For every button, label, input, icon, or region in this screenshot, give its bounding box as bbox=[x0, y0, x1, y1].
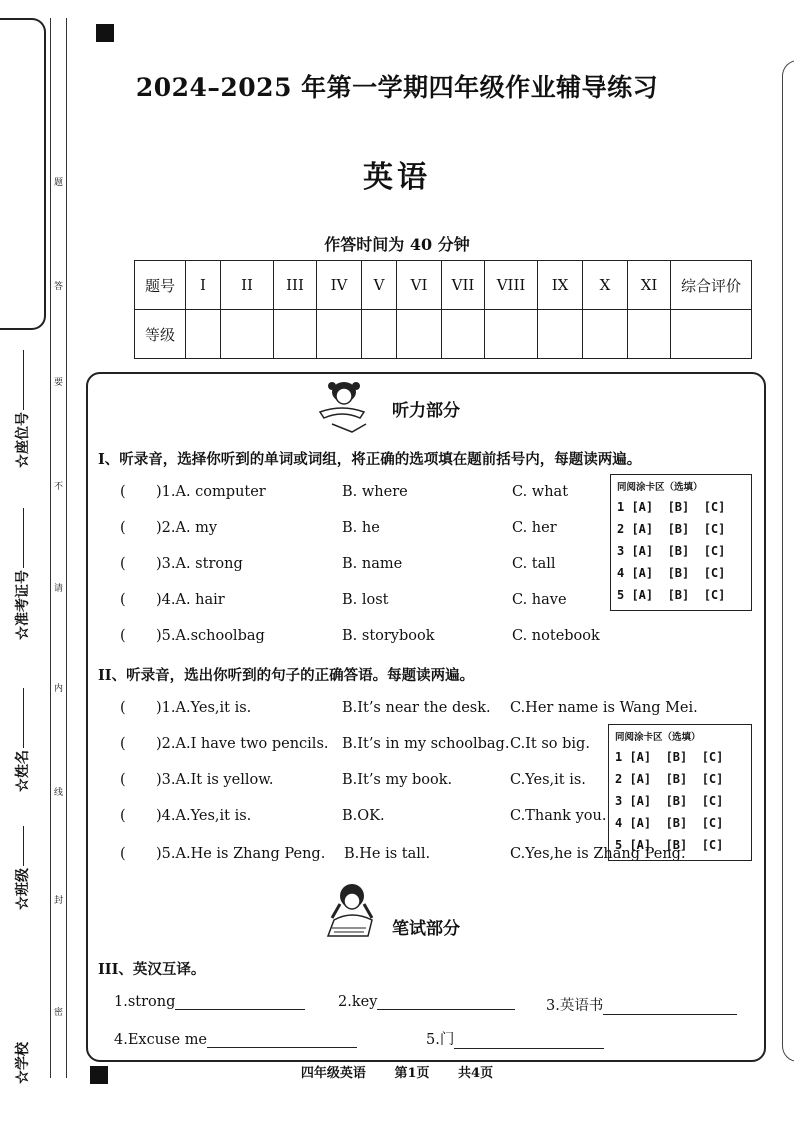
option-a: )2.A.I have two pencils. bbox=[156, 736, 329, 752]
answer-bracket[interactable]: ( bbox=[120, 592, 126, 608]
answer-card-title: 同阅涂卡区（选填） bbox=[617, 482, 703, 493]
footer-total: 共4页 bbox=[458, 1066, 494, 1081]
translation-prompt: 1.strong bbox=[114, 994, 176, 1010]
option-b: B.OK. bbox=[342, 808, 385, 824]
grade-column-header: VI bbox=[397, 261, 442, 310]
subject-title: 英语 bbox=[363, 160, 431, 195]
option-b: B. storybook bbox=[342, 628, 435, 644]
translation-prompt: 4.Excuse me bbox=[114, 1032, 208, 1048]
option-b: B. where bbox=[342, 484, 408, 500]
grade-cell[interactable] bbox=[397, 310, 442, 359]
section1-heading: I、听录音，选择你听到的单词或词组，将正确的选项填在题前括号内，每题读两遍。 bbox=[98, 451, 642, 468]
translation-item-5 bbox=[426, 1028, 604, 1049]
writing-title: 笔试部分 bbox=[392, 919, 460, 939]
option-a: )3.A.It is yellow. bbox=[156, 772, 274, 788]
seal-char: 答 bbox=[53, 282, 63, 292]
grade-cell[interactable] bbox=[538, 310, 583, 359]
answer-bracket[interactable]: ( bbox=[120, 772, 126, 788]
grade-table bbox=[134, 260, 752, 359]
answer-bracket[interactable]: ( bbox=[120, 808, 126, 824]
option-b: B.It’s near the desk. bbox=[342, 700, 491, 716]
option-a: )5.A.schoolbag bbox=[156, 628, 265, 644]
option-a: )1.A. computer bbox=[156, 484, 266, 500]
grade-column-header: X bbox=[583, 261, 628, 310]
answer-bracket[interactable]: ( bbox=[120, 628, 126, 644]
listening-title: 听力部分 bbox=[392, 401, 460, 421]
summary-evaluation-label: 综合评价 bbox=[671, 261, 752, 310]
option-a: )1.A.Yes,it is. bbox=[156, 700, 252, 716]
grade-cell[interactable] bbox=[317, 310, 362, 359]
option-a: )3.A. strong bbox=[156, 556, 243, 572]
answer-card-row[interactable]: 3 [A] [B] [C] bbox=[617, 544, 726, 558]
translation-item-4 bbox=[114, 1032, 357, 1048]
option-a: )5.A.He is Zhang Peng. bbox=[156, 846, 326, 862]
grade-column-header: VIII bbox=[485, 261, 538, 310]
grade-cell[interactable] bbox=[221, 310, 274, 359]
answer-blank[interactable] bbox=[454, 1048, 604, 1049]
registration-mark bbox=[96, 24, 114, 42]
page-title: 2024–2025 年第一学期四年级作业辅导练习 bbox=[135, 73, 659, 102]
footer-subject: 四年级英语 bbox=[300, 1066, 366, 1081]
option-c: C. her bbox=[512, 520, 557, 536]
answer-blank[interactable] bbox=[175, 1009, 305, 1010]
answer-bracket[interactable]: ( bbox=[120, 736, 126, 752]
option-c: C. what bbox=[512, 484, 569, 500]
option-b: B. name bbox=[342, 556, 403, 572]
girl-reading-icon bbox=[314, 378, 370, 436]
seal-char: 线 bbox=[53, 788, 63, 798]
answer-card-row[interactable]: 3 [A] [B] [C] bbox=[615, 794, 724, 808]
answer-card-row[interactable]: 1 [A] [B] [C] bbox=[617, 500, 726, 514]
answer-card-row[interactable]: 5 [A] [B] [C] bbox=[617, 588, 726, 602]
section3-heading: III、英汉互译。 bbox=[98, 961, 206, 978]
option-c: C.It so big. bbox=[510, 736, 590, 752]
translation-prompt: 3.英语书 bbox=[546, 998, 604, 1014]
seat-number-label: ☆座位号 bbox=[15, 412, 31, 468]
grade-column-header: V bbox=[362, 261, 397, 310]
option-c: C. notebook bbox=[512, 628, 600, 644]
name-label: ☆姓名 bbox=[15, 750, 31, 792]
option-c: C.Her name is Wang Mei. bbox=[510, 700, 698, 716]
answer-bracket[interactable]: ( bbox=[120, 846, 126, 862]
page-footer bbox=[0, 1062, 794, 1081]
grade-column-header: III bbox=[274, 261, 317, 310]
grade-cell[interactable] bbox=[442, 310, 485, 359]
option-c: C. have bbox=[512, 592, 567, 608]
grade-column-header: IV bbox=[317, 261, 362, 310]
option-b: B. he bbox=[342, 520, 380, 536]
option-a: )4.A. hair bbox=[156, 592, 225, 608]
seal-char: 封 bbox=[53, 896, 63, 906]
grade-column-header: IX bbox=[538, 261, 583, 310]
exam-id-field bbox=[12, 508, 32, 640]
seal-char: 要 bbox=[53, 378, 63, 388]
seal-char: 内 bbox=[53, 684, 63, 694]
answer-card-row[interactable]: 5 [A] [B] [C] bbox=[615, 838, 724, 852]
option-b: B.It’s my book. bbox=[342, 772, 453, 788]
section2-heading: II、听录音，选出你听到的句子的正确答语。每题读两遍。 bbox=[98, 667, 475, 684]
option-b: B.He is tall. bbox=[344, 846, 431, 862]
translation-prompt: 2.key bbox=[338, 994, 378, 1010]
option-b: B.It’s in my schoolbag. bbox=[342, 736, 510, 752]
option-c: C.Yes,it is. bbox=[510, 772, 586, 788]
grade-row-label: 等级 bbox=[135, 310, 186, 359]
translation-item-3 bbox=[546, 994, 737, 1015]
summary-cell[interactable] bbox=[671, 310, 752, 359]
option-c: C.Yes,he is Zhang Peng. bbox=[510, 846, 686, 862]
footer-page: 第1页 bbox=[394, 1066, 430, 1081]
answer-bracket[interactable]: ( bbox=[120, 556, 126, 572]
school-label: ☆学校 bbox=[15, 1042, 31, 1084]
grade-column-header: I bbox=[186, 261, 221, 310]
answer-card-title: 同阅涂卡区（选填） bbox=[615, 732, 701, 743]
girl-writing-icon bbox=[318, 880, 382, 942]
name-field bbox=[12, 688, 32, 792]
grade-column-header: II bbox=[221, 261, 274, 310]
option-a: )2.A. my bbox=[156, 520, 218, 536]
answer-card-2 bbox=[608, 724, 752, 861]
answer-blank[interactable] bbox=[207, 1047, 357, 1048]
grade-cell[interactable] bbox=[274, 310, 317, 359]
translation-item-1 bbox=[114, 994, 305, 1010]
grade-cell[interactable] bbox=[485, 310, 538, 359]
grade-column-header: XI bbox=[628, 261, 671, 310]
answer-bracket[interactable]: ( bbox=[120, 484, 126, 500]
translation-prompt: 5.门 bbox=[426, 1032, 455, 1048]
answer-card-row[interactable]: 1 [A] [B] [C] bbox=[615, 750, 724, 764]
seal-char: 不 bbox=[53, 482, 63, 492]
answer-card-row[interactable]: 2 [A] [B] [C] bbox=[615, 772, 724, 786]
grade-cell[interactable] bbox=[186, 310, 221, 359]
grade-cell[interactable] bbox=[628, 310, 671, 359]
seal-char: 密 bbox=[53, 1008, 63, 1018]
answer-bracket[interactable]: ( bbox=[120, 700, 126, 716]
seat-number-field bbox=[12, 350, 32, 468]
option-c: C. tall bbox=[512, 556, 556, 572]
exam-id-label: ☆准考证号 bbox=[15, 570, 31, 640]
answer-blank[interactable] bbox=[377, 1009, 515, 1010]
question-number-label: 题号 bbox=[135, 261, 186, 310]
answer-blank[interactable] bbox=[603, 1014, 737, 1015]
seal-char: 题 bbox=[53, 178, 63, 188]
class-label: ☆班级 bbox=[15, 868, 31, 910]
answer-card-row[interactable]: 2 [A] [B] [C] bbox=[617, 522, 726, 536]
answer-card-row[interactable]: 4 [A] [B] [C] bbox=[617, 566, 726, 580]
option-c: C.Thank you. bbox=[510, 808, 607, 824]
next-page-edge bbox=[782, 60, 794, 1062]
grade-cell[interactable] bbox=[362, 310, 397, 359]
time-note: 作答时间为 40 分钟 bbox=[324, 235, 470, 254]
answer-card-1 bbox=[610, 474, 752, 611]
option-b: B. lost bbox=[342, 592, 389, 608]
answer-card-row[interactable]: 4 [A] [B] [C] bbox=[615, 816, 724, 830]
seal-char: 请 bbox=[53, 584, 63, 594]
option-a: )4.A.Yes,it is. bbox=[156, 808, 252, 824]
answer-bracket[interactable]: ( bbox=[120, 520, 126, 536]
class-field bbox=[12, 826, 32, 910]
grade-cell[interactable] bbox=[583, 310, 628, 359]
grade-column-header: VII bbox=[442, 261, 485, 310]
translation-item-2 bbox=[338, 994, 515, 1010]
